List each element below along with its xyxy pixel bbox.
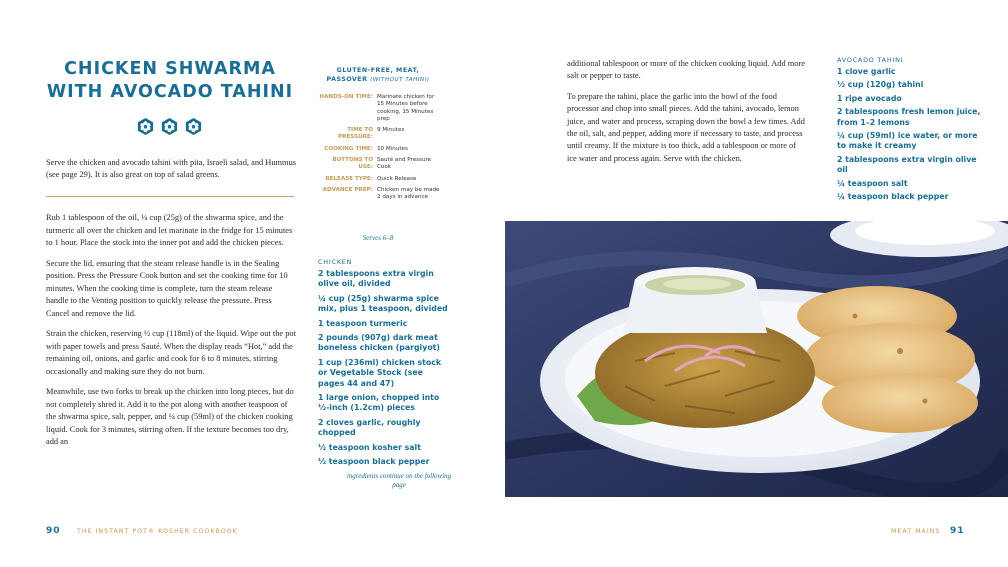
timing-row (318, 157, 440, 172)
ingredient-item: ¼ cup (59ml) ice water, or more to make it creamy (837, 131, 978, 151)
timing-value: Quick Release (377, 175, 417, 182)
timing-table (318, 94, 440, 206)
timing-row (318, 176, 440, 183)
timing-label: COOKING TIME: (324, 145, 373, 152)
servings: Serves 6–8 (362, 234, 394, 242)
timing-label: RELEASE TYPE: (325, 175, 373, 182)
continued-note: ingredients continue on the following page (346, 472, 452, 489)
timing-label: BUTTONS TO USE: (332, 157, 373, 171)
book-title-footer: THE INSTANT POT® KOSHER COOKBOOK (77, 528, 238, 535)
method-steps (46, 212, 296, 457)
timing-value: Sauté and Pressure Cook (377, 157, 432, 171)
page-number-right: 91 (950, 526, 965, 536)
recipe-title-line-1: CHICKEN SHWARMA (64, 59, 276, 79)
difficulty-icons (136, 117, 206, 137)
ingredients-heading: AVOCADO TAHINI (837, 56, 904, 64)
ingredient-item: ½ cup (120g) tahini (837, 80, 924, 90)
ingredients-heading: CHICKEN (318, 258, 353, 266)
ingredient-item: ¼ cup (25g) shwarma spice mix, plus 1 teaspoon, divided (318, 293, 448, 314)
timing-row (318, 94, 440, 123)
method-step: Meanwhile, use two forks to break up the chicken into long pieces, but do not completely shred it. Add it to the pot along with another teaspoon of the shwarma spice, salt, pepper, and ¼ cup (59ml) of the chicken cooking liquid. Cook for 3 minutes, stirring often. If the texture becomes too dry, add an (46, 387, 294, 446)
food-photo (505, 221, 1008, 497)
ingredient-item: ¼ teaspoon black pepper (837, 192, 949, 202)
timing-label: ADVANCE PREP: (322, 186, 373, 193)
divider (46, 196, 294, 197)
recipe-title-line-2: WITH AVOCADO TAHINI (46, 82, 294, 102)
timing-value: 9 Minutes (377, 127, 405, 134)
ingredient-item: 2 cloves garlic, roughly chopped (318, 417, 421, 438)
ingredient-item: ½ teaspoon black pepper (318, 457, 430, 467)
ingredient-item: 2 tablespoons fresh lemon juice, from 1–2 lemons (837, 107, 981, 127)
page-number-left: 90 (46, 526, 61, 536)
chicken-ingredients (318, 258, 448, 472)
ingredient-item: ½ teaspoon kosher salt (318, 442, 421, 452)
hexagon-flower-icon (160, 117, 179, 136)
recipe-intro: Serve the chicken and avocado tahini with pita, Israeli salad, and Hummus (see page 29). It is also great on top of salad greens. (46, 158, 297, 180)
timing-label: HANDS-ON TIME: (319, 94, 373, 100)
hexagon-flower-icon (136, 117, 155, 136)
timing-value: 10 Minutes (377, 145, 408, 152)
timing-label: TIME TO PRESSURE: (338, 127, 373, 141)
ingredient-item: 1 large onion, chopped into ½-inch (1.2cm) pieces (318, 393, 440, 413)
timing-value: Marinate chicken for 15 Minutes before cooking, 15 Minutes prep (377, 94, 435, 122)
dietary-note: (WITHOUT TAHINI) (370, 77, 430, 83)
ingredient-item: 1 ripe avocado (837, 93, 902, 103)
ingredient-item: 2 tablespoons extra virgin olive oil, divided (318, 269, 434, 289)
dietary-tags (318, 66, 438, 85)
timing-row (318, 187, 440, 202)
method-step: Strain the chicken, reserving ½ cup (118ml) of the liquid. Wipe out the pot with paper towels and press Sauté. When the display reads “Hot,” add the remaining oil, onions, and garlic and cook for 6 to 8 minutes, stirring occasionally and making sure they do not burn. (46, 329, 296, 376)
method-paragraph: additional tablespoon or more of the chicken cooking liquid. Add more salt or pepper to taste. (567, 59, 805, 81)
ingredient-item: 2 tablespoons extra virgin olive oil (837, 154, 977, 175)
section-footer: MEAT MAINS (891, 528, 941, 535)
timing-row (318, 146, 440, 153)
timing-row (318, 127, 440, 142)
recipe-title (40, 58, 300, 104)
method-continued (567, 58, 807, 173)
hexagon-flower-icon (184, 117, 203, 136)
method-step: Secure the lid, ensuring that the steam release handle is in the Sealing position. Press the Pressure Cook button and set the cooking time for 10 minutes. When the cooking time is complete, turn the steam release handle to the Venting position to quickly release the pressure. Press Cancel and remove the lid. (46, 258, 288, 318)
method-paragraph: To prepare the tahini, place the garlic into the bowl of the food processor and chop into small pieces. Add the tahini, avocado, lemon juice, and water and process, scraping down the bowl a few times. Add the oil, salt, and pepper, adding more if necessary to taste, and process until creamy. If the mixture is too thick, add a tablespoon or more of ice water and process again. Serve with the chicken. (567, 91, 805, 163)
ingredient-item: 1 clove garlic (837, 67, 896, 76)
method-step: Rub 1 tablespoon of the oil, ¼ cup (25g) of the shwarma spice, and the turmeric all over the chicken and let marinate in the fridge for 15 minutes to 1 hour. Place the stock into the inner pot and add the chicken pieces. (46, 213, 293, 247)
dietary-tags-line-2: PASSOVER (WITHOUT TAHINI) (326, 76, 430, 83)
ingredient-item: 1 teaspoon turmeric (318, 318, 408, 328)
timing-value: Chicken may be made 2 days in advance (377, 186, 440, 201)
ingredient-item: ¼ teaspoon salt (837, 178, 908, 188)
dietary-tags-line-1: GLUTEN-FREE, MEAT, (336, 67, 420, 74)
ingredient-item: 2 pounds (907g) dark meat boneless chicken (pargiyot) (318, 333, 440, 353)
ingredient-item: 1 cup (236ml) chicken stock or Vegetable Stock (see pages 44 and 47) (318, 357, 442, 388)
tahini-ingredients (837, 56, 987, 205)
